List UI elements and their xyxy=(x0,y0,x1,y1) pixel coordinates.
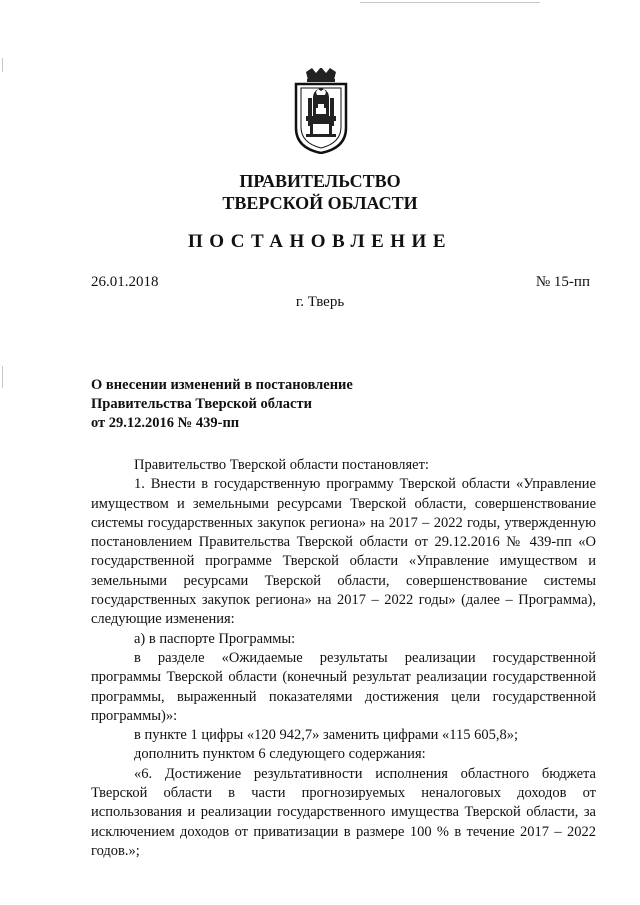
paragraph-3: в разделе «Ожидаемые результаты реализации государственной программы Тверской области (конечный результат реализации государственной программы, выраженный показателями достижения цели государственной программы)»: xyxy=(91,649,596,724)
scan-artifact-top xyxy=(360,2,540,3)
paragraph-1: 1. Внести в государственную программу Тверской области «Управление имуществом и земельными ресурсами Тверской области, совершенствование системы государственных закупок региона» на 2017 – 2022 годы, утвержденную постановлением Правительства Тверской области от 29.12.2016 № 439-пп «О государственной программе Тверской области «Управление имуществом и земельными ресурсами Тверской области, совершенствование системы государственных закупок региона» на 2017 – 2022 годы» (далее – Программа), следующие изменения: xyxy=(91,476,596,628)
organization-line-2: ТВЕРСКОЙ ОБЛАСТИ xyxy=(222,193,418,213)
document-subject xyxy=(91,376,353,433)
paragraph-intro: Правительство Тверской области постановляет: xyxy=(134,457,429,473)
paragraph-6: «6. Достижение результативности исполнения областного бюджета Тверской области в части прогнозируемых неналоговых доходов от использования и реализации государственного имущества Тверской области, за исключением доходов от приватизации в размере 100 % в течение 2017 – 2022 годов.»; xyxy=(91,765,596,859)
scan-artifact-left-1 xyxy=(2,58,3,72)
subject-line-3: от 29.12.2016 № 439-пп xyxy=(91,415,240,431)
document-body xyxy=(91,456,596,861)
document-number: № 15-пп xyxy=(535,274,590,290)
document-type: ПОСТАНОВЛЕНИЕ xyxy=(187,231,453,252)
document-date: 26.01.2018 xyxy=(91,274,159,290)
paragraph-2: а) в паспорте Программы: xyxy=(134,630,296,647)
document-city: г. Тверь xyxy=(295,294,345,310)
scan-artifact-left-2 xyxy=(2,366,3,388)
subject-line-2: Правительства Тверской области xyxy=(91,396,312,412)
paragraph-4: в пункте 1 цифры «120 942,7» заменить цифрами «115 605,8»; xyxy=(134,727,519,744)
tver-coat-of-arms-icon xyxy=(292,68,350,154)
organization-line-1: ПРАВИТЕЛЬСТВО xyxy=(239,171,401,191)
paragraph-5: дополнить пунктом 6 следующего содержания: xyxy=(134,746,426,763)
subject-line-1: О внесении изменений в постановление xyxy=(91,377,353,393)
